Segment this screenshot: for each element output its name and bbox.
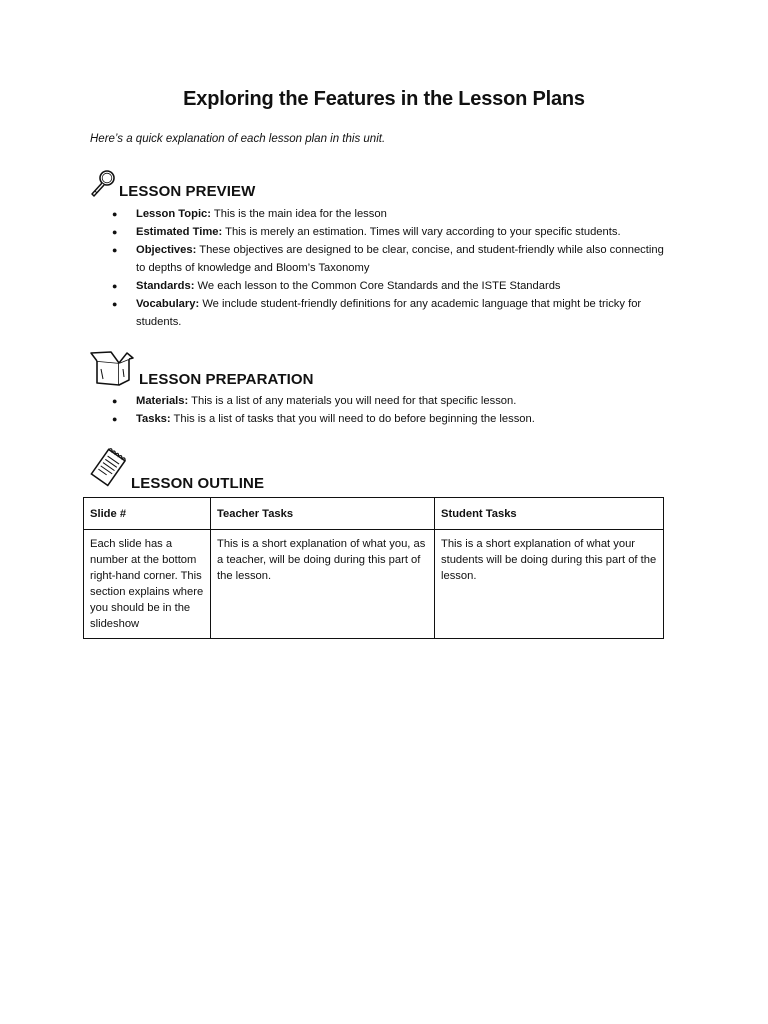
- table-cell: This is a short explanation of what you, as a teacher, will be doing during this part of the lesson.: [211, 530, 435, 639]
- open-box-icon: [89, 349, 135, 387]
- column-header-teacher-tasks: Teacher Tasks: [211, 498, 435, 530]
- lesson-outline-heading: LESSON OUTLINE: [131, 475, 265, 492]
- intro-text: Here’s a quick explanation of each lesson plan in this unit.: [90, 133, 386, 145]
- list-item: ● Lesson Topic: This is the main idea for the lesson: [112, 205, 672, 223]
- lesson-outline-table: [83, 497, 664, 639]
- table-header-row: [84, 498, 664, 530]
- lesson-preparation-heading: LESSON PREPARATION: [139, 371, 314, 388]
- list-item: ● Estimated Time: This is merely an estimation. Times will vary according to your specific students.: [112, 223, 672, 241]
- list-item: ● Materials: This is a list of any materials you will need for that specific lesson.: [112, 392, 672, 410]
- lesson-preparation-list: [112, 392, 672, 428]
- notepad-icon: [89, 447, 129, 489]
- page-title: Exploring the Features in the Lesson Plans: [183, 88, 585, 110]
- lesson-preview-heading: LESSON PREVIEW: [119, 183, 256, 200]
- lesson-preview-list: [112, 205, 672, 331]
- list-item: ● Vocabulary: We include student-friendly definitions for any academic language that might be tricky for students.: [112, 295, 672, 331]
- table-cell: This is a short explanation of what your students will be doing during this part of the lesson.: [435, 530, 664, 639]
- table-cell: Each slide has a number at the bottom right-hand corner. This section explains where you should be in the slideshow: [84, 530, 211, 639]
- column-header-slide: Slide #: [84, 498, 211, 530]
- table-row: [84, 530, 664, 639]
- list-item: ● Tasks: This is a list of tasks that you will need to do before beginning the lesson.: [112, 410, 672, 428]
- list-item: ● Objectives: These objectives are designed to be clear, concise, and student-friendly while also connecting to depths of knowledge and Bloom’s Taxonomy: [112, 241, 672, 277]
- magnifying-glass-icon: [88, 168, 118, 198]
- list-item: ● Standards: We each lesson to the Common Core Standards and the ISTE Standards: [112, 277, 672, 295]
- column-header-student-tasks: Student Tasks: [435, 498, 664, 530]
